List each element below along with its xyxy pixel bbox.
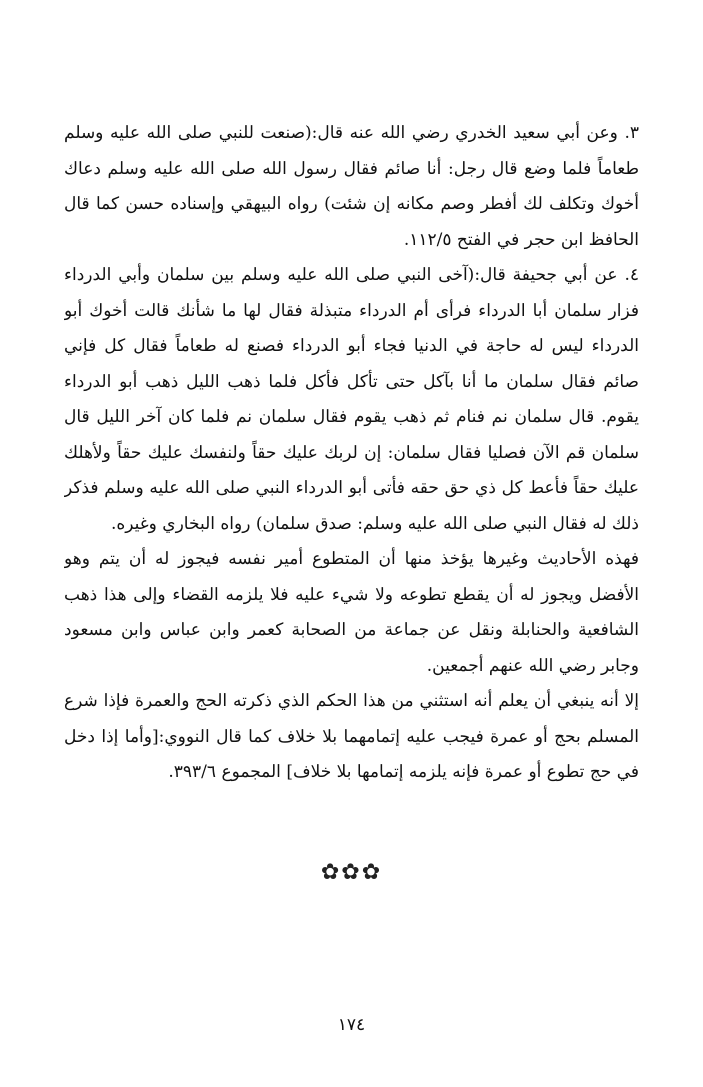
text-line: ٤. عن أبي جحيفة قال:(آخى النبي صلى الله عليه وسلم بين سلمان وأبي الدرداء xyxy=(64,265,639,285)
text-line: صائم فقال سلمان ما أنا بآكل حتى تأكل فأكل فلما ذهب الليل ذهب أبو الدرداء xyxy=(64,371,639,392)
text-line: الحافظ ابن حجر في الفتح ١١٢/٥. xyxy=(403,229,639,250)
text-line: يقوم. قال سلمان نم فنام ثم ذهب يقوم فقال سلمان نم فلما كان آخر الليل قال xyxy=(64,407,639,427)
text-line: فزار سلمان أبا الدرداء فرأى أم الدرداء متبذلة فقال لها ما شأنك قالت أخوك أبو xyxy=(64,300,639,321)
text-line: الدرداء ليس له حاجة في الدنيا فجاء أبو الدرداء فصنع له طعاماً فقال كل فإني xyxy=(64,336,639,356)
text-line: إلا أنه ينبغي أن يعلم أنه استثني من هذا الحكم الذي ذكرته الحج والعمرة فإذا شرع xyxy=(64,691,639,711)
text-line: المسلم بحج أو عمرة فيجب عليه إتمامهما بلا خلاف كما قال النووي:[وأما إذا دخل xyxy=(64,726,639,747)
text-line: طعاماً فلما وضع قال رجل: أنا صائم فقال رسول الله صلى الله عليه وسلم دعاك xyxy=(64,158,639,179)
text-line: وجابر رضي الله عنهم أجمعين. xyxy=(426,655,639,676)
page-number: ١٧٤ xyxy=(337,1015,366,1035)
page-body xyxy=(64,116,639,791)
text-line: في حج تطوع أو عمرة فإنه يلزمه إتمامها بلا خلاف] المجموع ٣٩٣/٦. xyxy=(168,762,639,782)
text-line: أخوك وتكلف لك أفطر وصم مكانه إن شئت) رواه البيهقي وإسناده حسن كما قال xyxy=(64,194,639,214)
text-line: ذلك له فقال النبي صلى الله عليه وسلم: صدق سلمان) رواه البخاري وغيره. xyxy=(110,513,639,534)
text-line: سلمان قم الآن فصليا فقال سلمان: إن لربك عليك حقاً ولنفسك عليك حقاً ولأهلك xyxy=(64,442,639,463)
ornament-divider-icon: ✿✿✿ xyxy=(320,860,383,885)
text-line: ٣. وعن أبي سعيد الخدري رضي الله عنه قال:(صنعت للنبي صلى الله عليه وسلم xyxy=(64,123,639,143)
text-line: الشافعية والحنابلة ونقل عن جماعة من الصحابة كعمر وابن عباس وابن مسعود xyxy=(64,620,639,640)
text-line: الأفضل ويجوز له أن يقطع تطوعه ولا شيء عليه فلا يلزمه القضاء وإلى هذا ذهب xyxy=(64,584,639,605)
text-line: عليك حقاً فأعط كل ذي حق حقه فأتى أبو الدرداء النبي صلى الله عليه وسلم فذكر xyxy=(64,478,639,498)
text-line: فهذه الأحاديث وغيرها يؤخذ منها أن المتطوع أمير نفسه فيجوز له أن يتم وهو xyxy=(64,549,639,569)
